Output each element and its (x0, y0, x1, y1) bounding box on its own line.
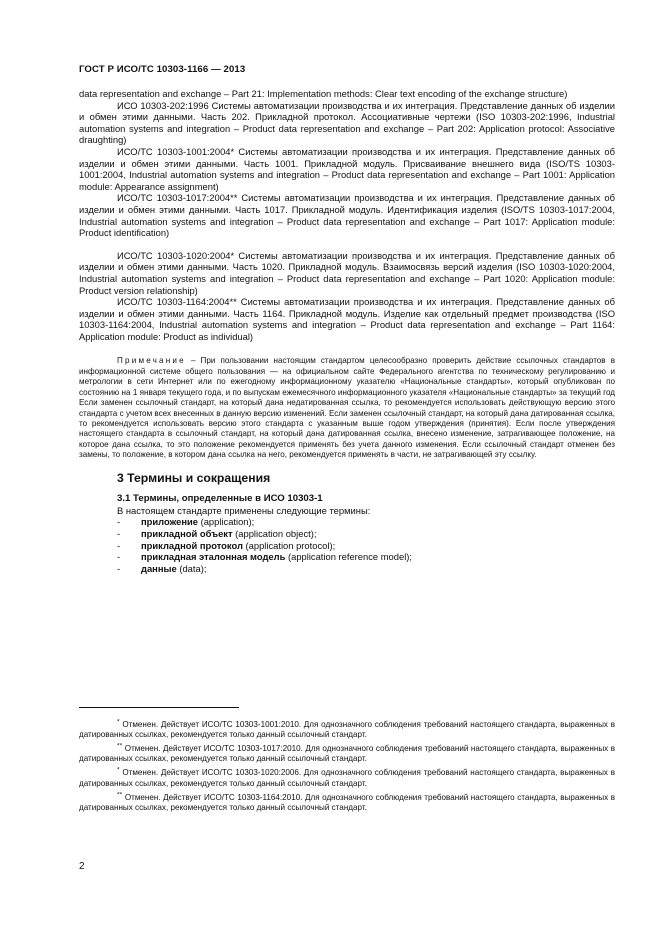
term-en: (application reference model); (285, 551, 413, 563)
footnote-text: Отменен. Действует ИСО/ТС 10303-1020:2006. Для однозначного соблюдения требований настоящего стандарта, выраженных в датированных ссылках, рекомендуется только данный ссылочный стандарт. (79, 768, 615, 788)
note-text: – При пользовании настоящим стандартом целесообразно проверить действие ссылочных стандартов в информационной системе общего пользования — на официальном сайте Федерального агентства по техническому регулированию и метрологии в сети Интернет или по ежегодному информационному указателю «Национальные стандарты», который опубликован по состоянию на 1 января текущего года, и по выпускам ежемесячного информационного указателя «Национальные стандарты» за текущий год Если заменен ссылочный стандарт, на который дана недатированная ссылка, то рекомендуется использовать действующую версию этого стандарта с учетом всех внесенных в данную версию изменений. Если заменен ссылочный стандарт, на который дана датированная ссылка, то рекомендуется использовать версию этого стандарта с указанным выше годом утверждения (принятия). Если после утверждения настоящего стандарта в ссылочный стандарт, на который дана датированная ссылка, внесено изменение, затрагивающее положение, на которое дана ссылка, то это положение рекомендуется применять без учета данного изменения. Если ссылочный стандарт отменен без замены, то положение, в котором дана ссылка на него, рекомендуется применять в части, не затрагивающей эту ссылку. (79, 356, 615, 460)
document-header: ГОСТ Р ИСО/ТС 10303-1166 — 2013 (79, 64, 246, 75)
list-dash: - (117, 562, 121, 574)
spacer (79, 239, 615, 250)
footnote-mark: ** (117, 742, 123, 750)
reference-iso-ts-10303-1020: ИСО/ТС 10303-1020:2004* Системы автоматизации производства и их интеграция. Представление данных об изделии и обмен этими данными. Часть 1020. Прикладной модуль. Взаимосвязь версий изделия (ISO 10303-1020:2004, Industrial automation systems and integration – Product data representation and exchange – Part 1020: Application module: Product version relationship) (79, 249, 615, 296)
footnote-mark: ** (117, 790, 123, 798)
note-paragraph (79, 356, 615, 460)
footnote (79, 717, 615, 740)
reference-iso-ts-10303-1164: ИСО/ТС 10303-1164:2004** Системы автоматизации производства и их интеграция. Представление данных об изделии и обмен этими данными. Часть 1164. Прикладной модуль. Изделие как отдельный предмет производства (ISO 10303-1164:2004, Industrial automation systems and integration – Product data representation and exchange – Part 1164: Application module: Product as individual) (79, 296, 615, 342)
footnote-mark: * (117, 766, 120, 774)
footnote-text: Отменен. Действует ИСО/ТС 10303-1164:2010. Для однозначного соблюдения требований настоящего стандарта, выраженных в датированных ссылках, рекомендуется только данный ссылочный стандарт. (79, 792, 615, 812)
list-dash: - (117, 527, 121, 539)
reference-continuation: data representation and exchange – Part 21: Implementation methods: Clear text encoding of the exchange structure) (79, 88, 568, 99)
list-dash: - (117, 551, 121, 563)
terms-list (79, 516, 615, 574)
term-ru: данные (141, 562, 177, 574)
reference-iso-ts-10303-1017: ИСО/ТС 10303-1017:2004** Системы автоматизации производства и их интеграция. Представление данных об изделии и обмен этими данными. Часть 1017. Прикладной модуль. Идентификация изделия (ISO/TS 10303-1017:2004, Industrial automation systems and integration – Product data representation and exchange – Part 1017: Application module: Product identification) (79, 192, 615, 239)
term-ru: приложение (141, 516, 198, 528)
section-3-1-title: 3.1 Термины, определенные в ИСО 10303-1 (117, 493, 323, 505)
reference-iso-10303-202: ИСО 10303-202:1996 Системы автоматизации производства и их интеграция. Представление данных об изделии и обмен этими данными. Часть 202. Прикладной протокол. Ассоциативные чертежи (ISO 10303-202:1996, Industrial automation systems and integration – Product data representation and exchange – Part 202: Application protocol: Associative draughting) (79, 99, 615, 146)
term-en: (application object); (232, 527, 317, 539)
section-3-title: 3 Термины и сокращения (117, 470, 271, 485)
footnote-text: Отменен. Действует ИСО/ТС 10303-1017:2010. Для однозначного соблюдения требований настоящего стандарта, выраженных в датированных ссылках, рекомендуется только данный ссылочный стандарт. (79, 743, 615, 764)
list-dash: - (117, 539, 121, 551)
list-dash: - (117, 516, 121, 528)
footnote-mark: * (117, 718, 120, 725)
term-item (79, 528, 615, 540)
reference-iso-ts-10303-1001: ИСО/ТС 10303-1001:2004* Системы автоматизации производства и их интеграция. Представление данных об изделии и обмен этими данными. Часть 1001. Прикладной модуль. Присваивание внешнего вида (ISO/TS 10303-1001:2004, Industrial automation systems and integration – Product data representation and exchange – Part 1001: Application module: Appearance assignment) (79, 145, 615, 192)
term-ru: прикладная эталонная модель (141, 551, 286, 563)
footnote (79, 741, 615, 764)
page-number: 2 (79, 861, 85, 872)
footnote (79, 766, 615, 789)
footnote (79, 790, 615, 813)
footnotes (79, 717, 615, 814)
term-en: (application protocol); (242, 539, 336, 551)
term-item (79, 516, 615, 528)
footnote-separator (79, 707, 239, 708)
term-ru: прикладной протокол (141, 539, 243, 551)
term-ru: прикладной объект (141, 527, 233, 539)
term-en: (data); (176, 562, 207, 574)
term-en: (application); (197, 516, 255, 528)
terms-intro: В настоящем стандарте применены следующие термины: (117, 504, 371, 516)
term-item (79, 551, 615, 563)
note-label: Примечание (117, 356, 186, 366)
footnote-text: Отменен. Действует ИСО/ТС 10303-1001:2010. Для однозначного соблюдения требований настоящего стандарта, выраженных в датированных ссылках, рекомендуется только данный ссылочный стандарт. (79, 719, 615, 739)
term-item (79, 563, 615, 575)
document-body (79, 88, 615, 574)
term-item (79, 540, 615, 552)
